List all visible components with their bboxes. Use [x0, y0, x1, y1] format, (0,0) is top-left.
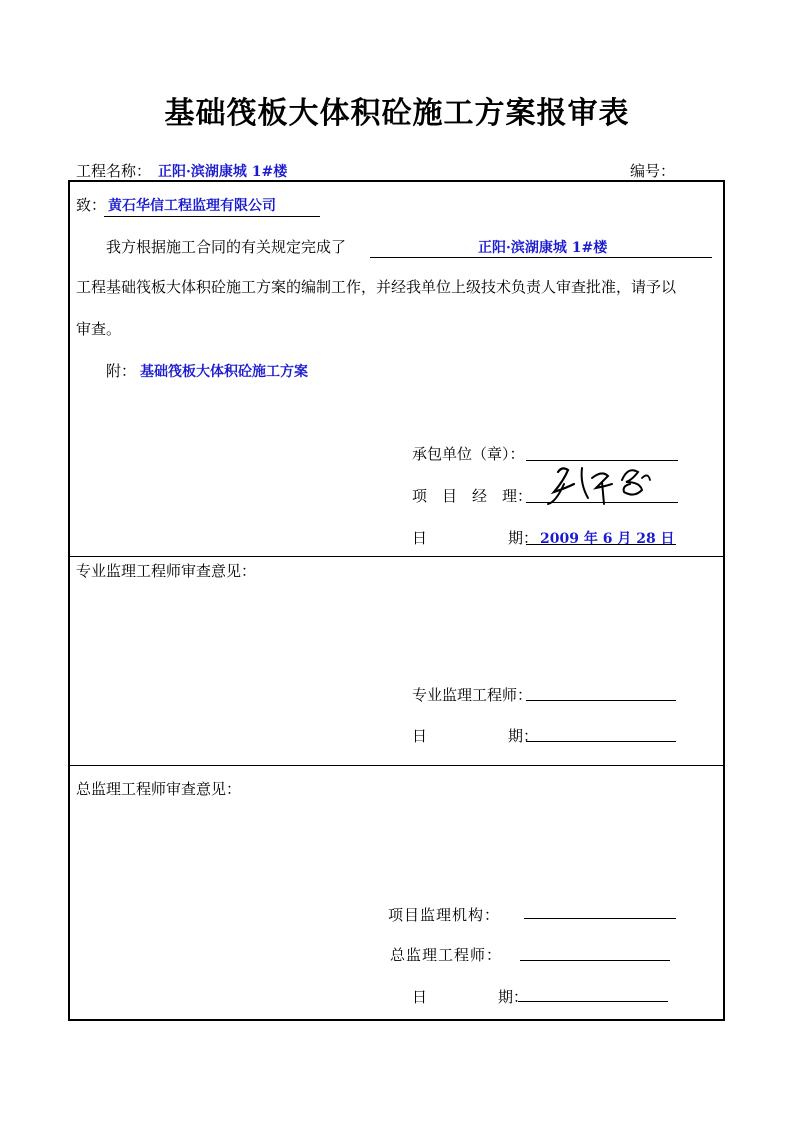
project-ref-underline: [370, 257, 712, 258]
date-underline-2: [526, 741, 676, 742]
manager-signature: [530, 458, 660, 506]
date-label-left-1: 日: [412, 529, 428, 547]
number-label: 编号：: [630, 162, 676, 180]
project-manager-label: 项 目 经 理：: [412, 487, 533, 505]
section-divider-2: [68, 765, 725, 766]
supervisor-company: 黄石华信工程监理有限公司: [108, 198, 276, 214]
specialist-engineer-label: 专业监理工程师：: [412, 686, 533, 704]
to-label: 致：: [76, 196, 107, 214]
to-underline: [104, 216, 320, 217]
paragraph-line2: 工程基础筏板大体积砼施工方案的编制工作，并经我单位上级技术负责人审查批准，请予以: [76, 278, 677, 296]
paragraph-line3: 审查。: [76, 320, 122, 338]
engineer-underline: [526, 700, 676, 701]
project-reference: 正阳·滨湖康城 1#楼: [478, 240, 608, 256]
org-underline: [524, 918, 676, 919]
project-name-value: 正阳·滨湖康城 1#楼: [158, 164, 288, 180]
chief-engineer-label: 总监理工程师：: [390, 946, 503, 964]
date-underline-1: [526, 544, 676, 545]
paragraph-start: 我方根据施工合同的有关规定完成了: [106, 238, 347, 256]
attachment-value: 基础筏板大体积砼施工方案: [140, 364, 308, 380]
chief-opinion-label: 总监理工程师审查意见：: [76, 780, 242, 798]
attachment-label: 附：: [106, 362, 137, 380]
date-label-left-3: 日: [412, 988, 428, 1006]
date-value-1: 2009 年 6 月 28 日: [540, 531, 675, 547]
date-label-left-2: 日: [412, 727, 428, 745]
contractor-label: 承包单位（章）：: [412, 445, 525, 463]
chief-underline: [520, 960, 670, 961]
project-name-label: 工程名称：: [76, 162, 152, 180]
form-frame: [68, 180, 725, 1021]
section-divider-1: [68, 556, 725, 557]
date-label-right-2: 期：: [508, 727, 539, 745]
date-label-right-3: 期：: [498, 988, 529, 1006]
form-title: 基础筏板大体积砼施工方案报审表: [164, 96, 630, 131]
date-underline-3: [518, 1001, 668, 1002]
date-label-right-1: 期：: [508, 529, 539, 547]
supervision-org-label: 项目监理机构：: [388, 906, 501, 924]
specialist-opinion-label: 专业监理工程师审查意见：: [76, 562, 257, 580]
